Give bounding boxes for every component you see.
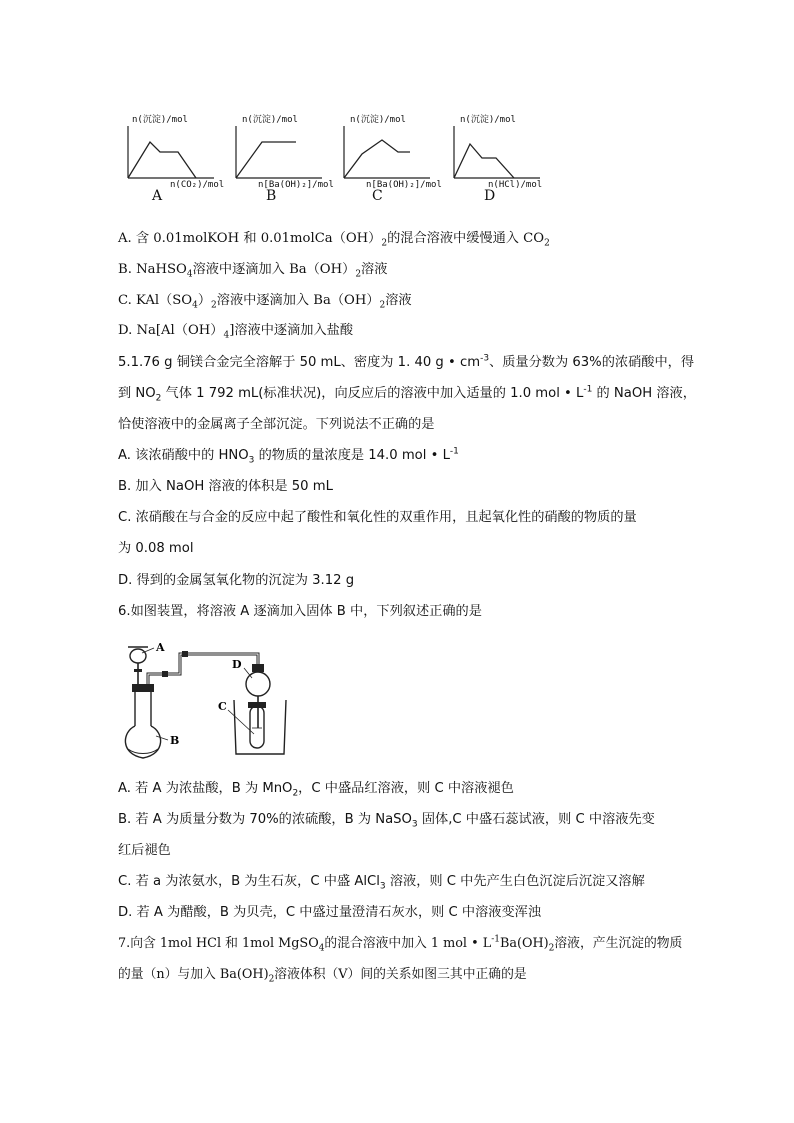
q4-option-c-sub: 4 — [192, 300, 198, 311]
q7-stem-line2 — [118, 966, 527, 984]
q4-option-d — [118, 322, 353, 340]
q4-option-a-text: A. 含 0.01molKOH 和 0.01molCa（OH） — [118, 231, 382, 246]
q4-option-c-text3: 溶液中逐滴加入 Ba（OH） — [216, 293, 380, 308]
q5-option-c-line1: C. 浓硝酸在与合金的反应中起了酸性和氧化性的双重作用，且起氧化性的硝酸的物质的量 — [118, 510, 637, 525]
q6-option-b-sub: 3 — [411, 819, 418, 830]
q5-option-b: B. 加入 NaOH 溶液的体积是 50 mL — [118, 479, 333, 494]
graph-c-xlabel: n[Ba(OH)₂]/mol — [366, 180, 442, 190]
graph-b-xlabel: n[Ba(OH)₂]/mol — [258, 180, 334, 190]
label-c: C — [218, 700, 227, 713]
label-b: B — [170, 734, 180, 747]
q7-line1-text2: 的混合溶液中加入 1 mol • L — [324, 936, 492, 951]
q4-option-a-sub: 2 — [381, 238, 388, 249]
graph-a-xlabel: n(CO₂)/mol — [170, 180, 225, 190]
q6-option-c — [118, 873, 645, 891]
q6-option-d: D. 若 A 为醋酸，B 为贝壳，C 中盛过量澄清石灰水，则 C 中溶液变浑浊 — [118, 905, 542, 920]
q5-line1-text: 5.1.76 g 铜镁合金完全溶解于 50 mL、密度为 1. 40 g • cm — [118, 355, 481, 370]
graph-a-letter: A — [152, 188, 163, 204]
q5-line2-text: 到 NO — [118, 386, 156, 401]
q5-option-a-text: A. 该浓硝酸中的 HNO — [118, 448, 249, 463]
q7-line1-text: 7.向含 1mol HCl 和 1mol MgSO — [118, 936, 319, 951]
q5-line2-text2: 气体 1 792 mL(标准状况)，向反应后的溶液中加入适量的 1.0 mol • L — [161, 386, 584, 401]
q7-stem-line1 — [118, 935, 682, 953]
q5-option-a-sub: 3 — [248, 455, 255, 466]
q7-line1-sub: 4 — [318, 943, 325, 954]
q4-option-d-sub: 4 — [223, 330, 230, 341]
q6-option-c-text2: 溶液，则 C 中先产生白色沉淀后沉淀又溶解 — [385, 874, 645, 889]
q4-option-b-text2: 溶液中逐滴加入 Ba（OH） — [192, 262, 356, 277]
graph-c-ylabel: n(沉淀)/mol — [350, 115, 406, 125]
q5-line2-sup: -1 — [583, 384, 593, 395]
q4-option-c-text4: 溶液 — [385, 293, 412, 308]
q5-option-a — [118, 447, 459, 465]
q4-option-c-text2: ） — [197, 293, 212, 308]
q6-option-b-line2: 红后褪色 — [118, 843, 171, 858]
q4-option-c-text: C. KAl（SO — [118, 293, 193, 308]
q7-line1-sub2: 2 — [548, 943, 555, 954]
q4-option-c-sub2: 2 — [211, 300, 217, 311]
q4-option-c-sub3: 2 — [379, 300, 386, 311]
graph-d-xlabel: n(HCl)/mol — [488, 180, 543, 190]
q5-line2-text3: 的 NaOH 溶液， — [592, 386, 696, 401]
label-a: A — [156, 641, 165, 654]
graph-b-letter: B — [266, 188, 277, 204]
q4-option-b-text3: 溶液 — [361, 262, 388, 277]
q4-option-b-sub: 4 — [186, 269, 193, 280]
q5-option-a-sup: -1 — [449, 446, 459, 457]
q5-line1-sup: -3 — [480, 353, 490, 364]
q4-option-d-text: D. Na[Al（OH） — [118, 323, 224, 338]
graph-d-letter: D — [484, 188, 496, 204]
q7-line1-text4: 溶液，产生沉淀的物质 — [554, 936, 683, 951]
q4-option-b-text: B. NaHSO — [118, 262, 187, 277]
q5-option-c-line2: 为 0.08 mol — [118, 541, 194, 556]
q5-line1-text2: 、质量分数为 63%的浓硝酸中，得 — [489, 355, 695, 370]
q4-option-a — [118, 230, 550, 248]
q6-option-c-text: C. 若 a 为浓氨水，B 为生石灰，C 中盛 AlCl — [118, 874, 380, 889]
q6-option-a-text: A. 若 A 为浓盐酸，B 为 MnO — [118, 781, 293, 796]
q5-line2-sub: 2 — [155, 393, 162, 404]
q6-option-a-text2: ，C 中盛品红溶液，则 C 中溶液褪色 — [298, 781, 514, 796]
q7-line1-text3: Ba(OH) — [499, 936, 549, 951]
q4-option-a-text2: 的混合溶液中缓慢通入 CO — [387, 231, 545, 246]
q6-option-b-text2: 固体,C 中盛石蕊试液，则 C 中溶液先变 — [417, 812, 655, 827]
q5-stem-line3: 恰使溶液中的金属离子全部沉淀。下列说法不正确的是 — [118, 417, 435, 432]
q5-option-a-text2: 的物质的量浓度是 14.0 mol • L — [254, 448, 450, 463]
q4-option-b — [118, 261, 387, 279]
graph-d-ylabel: n(沉淀)/mol — [460, 115, 516, 125]
graph-c-letter: C — [372, 188, 383, 204]
q4-option-d-text2: ]溶液中逐滴加入盐酸 — [229, 323, 354, 338]
q6-option-c-sub: 3 — [379, 881, 386, 892]
q4-option-a-sub2: 2 — [544, 238, 550, 249]
graph-a-ylabel: n(沉淀)/mol — [132, 115, 188, 125]
q7-line2-text2: 溶液体积（V）间的关系如图三其中正确的是 — [274, 967, 527, 982]
graph-b-ylabel: n(沉淀)/mol — [242, 115, 298, 125]
q5-stem-line2 — [118, 385, 696, 403]
q7-line2-text: 的量（n）与加入 Ba(OH) — [118, 967, 269, 982]
q6-option-a — [118, 780, 514, 798]
lab-apparatus-diagram — [118, 636, 298, 766]
q7-line2-sub: 2 — [268, 974, 275, 985]
q5-option-d: D. 得到的金属氢氧化物的沉淀为 3.12 g — [118, 573, 355, 588]
q6-option-a-sub: 2 — [292, 788, 299, 799]
q6-option-b — [118, 811, 655, 829]
q7-line1-sup: -1 — [491, 934, 500, 945]
label-d: D — [232, 658, 242, 671]
q4-option-b-sub2: 2 — [355, 269, 362, 280]
q6-stem: 6.如图装置，将溶液 A 逐滴加入固体 B 中，下列叙述正确的是 — [118, 604, 482, 619]
q4-option-c — [118, 292, 412, 310]
q5-stem-line1 — [118, 354, 694, 372]
q6-option-b-text: B. 若 A 为质量分数为 70%的浓硫酸，B 为 NaSO — [118, 812, 412, 827]
